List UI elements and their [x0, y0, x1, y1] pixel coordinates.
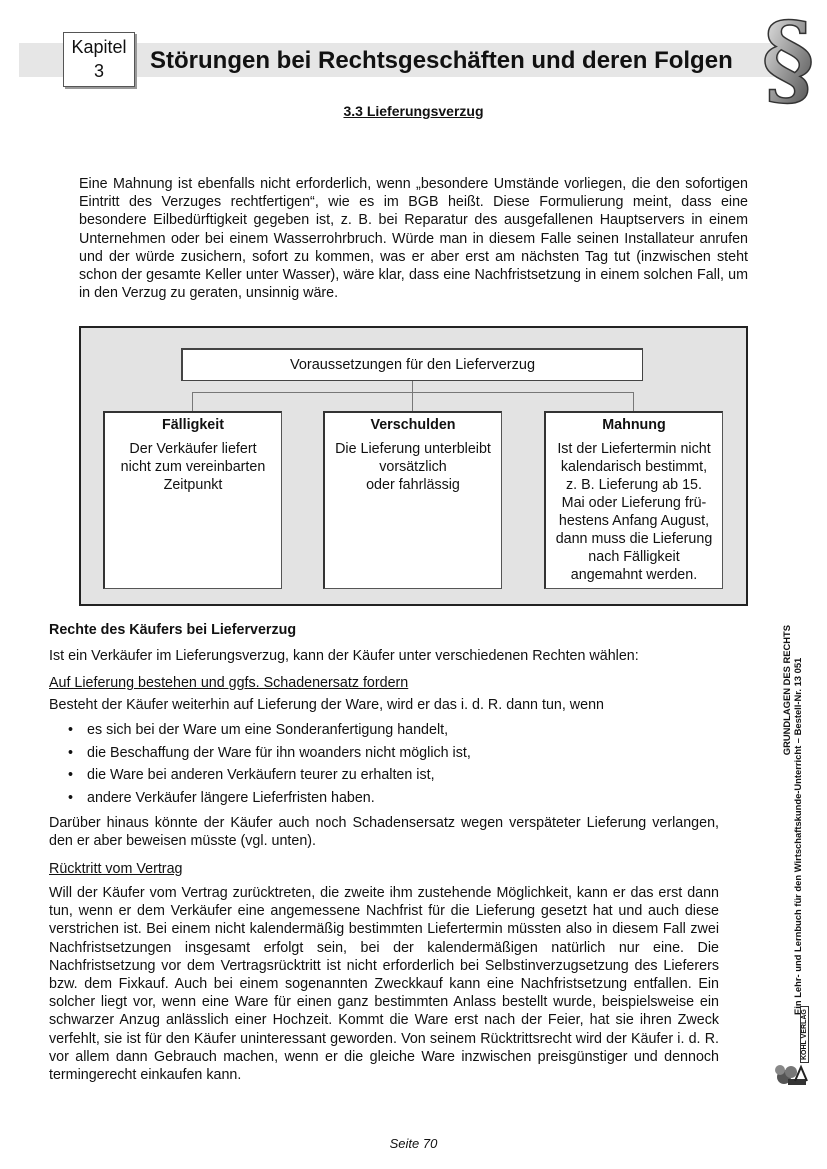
list-item	[49, 764, 719, 787]
diagram-root-box: Voraussetzungen für den Lieferverzug	[181, 348, 643, 381]
list-item-text: andere Verkäufer längere Lieferfristen haben.	[87, 789, 375, 806]
box-text: Die Lieferung unterbleibt vorsätzlich oder fahrlässig	[335, 441, 491, 493]
box-text: Ist der Liefertermin nicht kalendarisch bestimmt, z. B. Lieferung ab 15. Mai oder Lieferung frü- hestens Anfang August, dann muss die Lieferung nach Fälligkeit angemahnt werden.	[555, 441, 713, 583]
intro-paragraph: Eine Mahnung ist ebenfalls nicht erforderlich, wenn „besondere Umstände vorliegen, die den sofortigen Eintritt des Verzuges rechtfertigen“, wie es im BGB heißt. Diese Formulierung meint, dass eine besondere Eilbedürftigkeit gegeben ist, z. B. bei Reparatur des ausgefallenen Hauptservers in einem Unternehmen oder bei einem Wasserrohrbruch. Würde man in diesem Falle seinen Installateur anrufen und der würde zusichern, sofort zu kommen, was er aber erst am nächsten Tag tut (inzwischen steht schon der gesamte Keller unter Wasser), wäre klar, dass eine Nachfristsetzung in einem solchen Fall, um in den Verzug zu geraten, unsinnig wäre.	[79, 176, 748, 302]
list-item-text: die Beschaffung der Ware für ihn woanders nicht möglich ist,	[87, 744, 471, 761]
paragraph-sign-icon	[758, 14, 818, 106]
list-item	[49, 742, 719, 765]
diagram-box-verschulden	[323, 411, 502, 589]
svg-text:§: §	[761, 14, 815, 106]
sub1-after: Darüber hinaus könnte der Käufer auch noch Schadensersatz wegen verspäteter Lieferung verlangen, den er aber beweisen müsste (vgl. unten).	[49, 815, 719, 850]
rights-intro: Ist ein Verkäufer im Lieferungsverzug, kann der Käufer unter verschiedenen Rechten wählen:	[49, 648, 639, 664]
connector-line	[633, 392, 634, 411]
chapter-label: Kapitel	[71, 37, 127, 57]
publisher-logo-text: KOHL VERLAG	[800, 1006, 809, 1063]
bullet-icon: •	[68, 767, 74, 783]
chapter-number: 3	[93, 61, 104, 81]
section-title: 3.3 Lieferungsverzug	[343, 103, 484, 119]
bullet-list	[49, 719, 719, 809]
list-item-text: es sich bei der Ware um eine Sonderanfertigung handelt,	[87, 722, 449, 738]
box-title: Fälligkeit	[162, 417, 224, 433]
list-item	[49, 787, 719, 810]
chapter-box	[63, 32, 135, 87]
list-item-text: die Ware bei anderen Verkäufern teurer zu erhalten ist,	[87, 767, 435, 783]
subheading-ruecktritt: Rücktritt vom Vertrag	[49, 861, 183, 877]
sub1-intro: Besteht der Käufer weiterhin auf Lieferung der Ware, wird er das i. d. R. dann tun, wenn	[49, 697, 604, 713]
diagram-box-faelligkeit	[103, 411, 282, 589]
box-title: Verschulden	[370, 417, 456, 433]
connector-line	[192, 392, 193, 411]
list-item	[49, 719, 719, 742]
diagram-box-mahnung	[544, 411, 723, 589]
box-title: Mahnung	[602, 417, 666, 433]
bullet-icon: •	[68, 789, 74, 806]
side-imprint	[782, 625, 812, 1015]
connector-line	[192, 392, 634, 393]
rights-heading: Rechte des Käufers bei Lieferverzug	[49, 622, 297, 638]
publisher-logo-icon	[774, 1015, 816, 1087]
page-title: Störungen bei Rechtsgeschäften und deren Folgen	[150, 47, 733, 74]
connector-line	[412, 381, 413, 392]
bullet-icon: •	[68, 744, 74, 761]
side-imprint-line1: GRUNDLAGEN DES RECHTS	[781, 625, 792, 756]
sub2-paragraph: Will der Käufer vom Vertrag zurücktreten, die zweite ihm zustehende Möglichkeit, kann er das erst dann tun, wenn er dem Verkäufer eine angemessene Nachfrist für die Lieferung gesetzt hat und auch diese verstrichen ist. Bei einem nicht kalendermäßig bestimmten Liefertermin müssten also in diesem Fall zwei Nachfristsetzungen insgesamt erfolgt sein, bei der kalendermäßigen natürlich nur eine. Die Nachfristsetzung vor dem Vertragsrücktritt ist nicht erforderlich bei Selbstinverzugsetzung des Lieferers bzw. dem Fixkauf. Auch bei einem sogenannten Zweckkauf kann eine Nachfristsetzung entfallen. Ein solcher liegt vor, wenn eine Ware für einen ganz bestimmten Anlass bestellt wurde, beispielsweise ein schwarzer Anzug anlässlich einer Hochzeit. Kommt die Ware erst nach der Feier, hat sie ihren Zweck verfehlt, sie ist für den Käufer uninteressant geworden. Von seinem Rücktrittsrecht wird der Käufer i. d. R. vor allem dann Gebrauch machen, wenn er die gleiche Ware inzwischen preisgünstiger und dennoch termingerecht einkaufen kann.	[49, 885, 719, 1084]
page-number: Seite 70	[389, 1136, 438, 1151]
subheading-lieferung: Auf Lieferung bestehen und ggfs. Schadenersatz fordern	[49, 675, 409, 691]
side-imprint-line2: Ein Lehr- und Lernbuch für den Wirtschaftskunde-Unterricht – Bestell-Nr. 13 051	[791, 657, 803, 1015]
connector-line	[412, 392, 413, 411]
bullet-icon: •	[68, 722, 74, 738]
box-text: Der Verkäufer liefert nicht zum vereinbarten Zeitpunkt	[120, 441, 266, 493]
